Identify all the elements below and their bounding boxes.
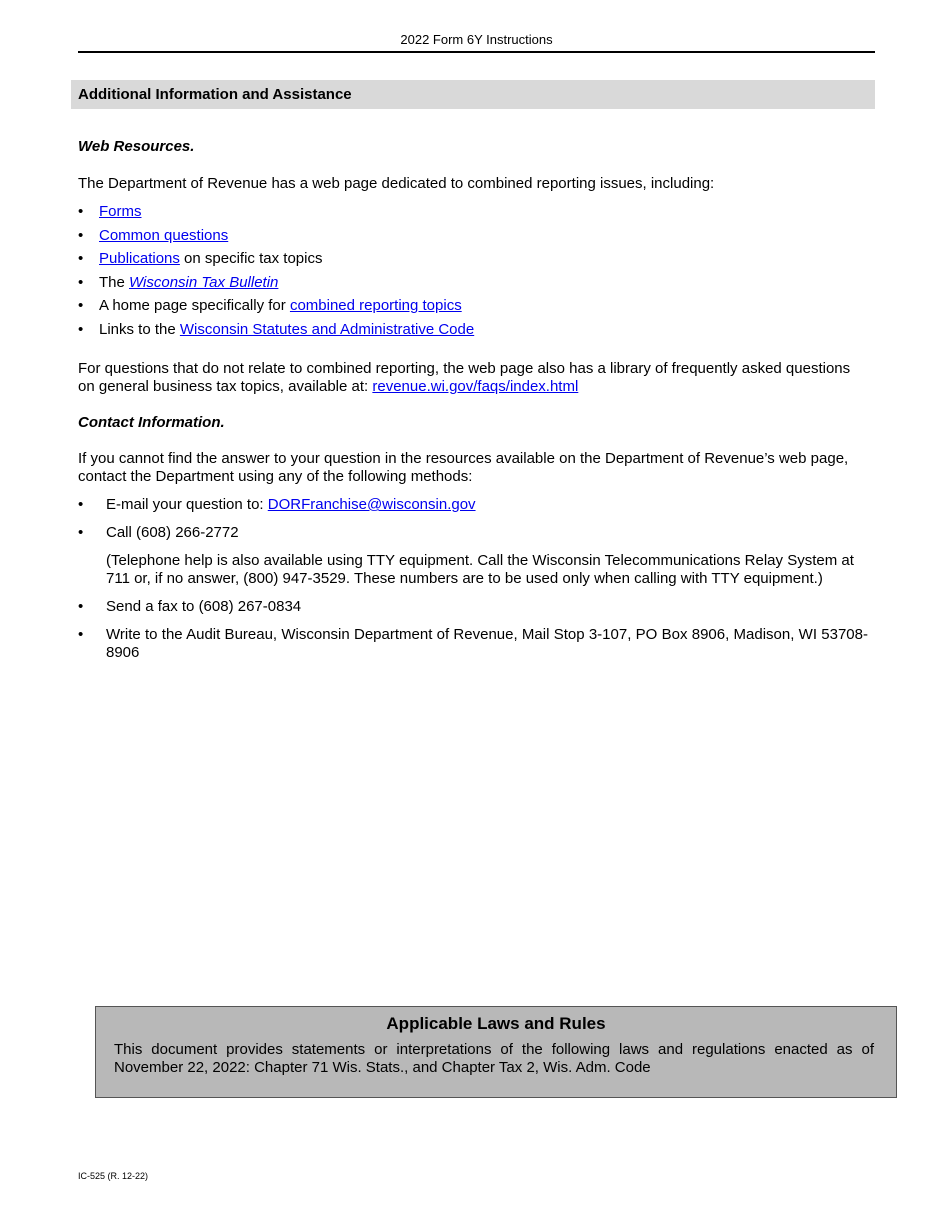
email-prefix: E-mail your question to: <box>106 496 268 513</box>
list-item <box>78 274 868 298</box>
combined-reporting-topics-link[interactable]: combined reporting topics <box>289 297 462 314</box>
statutes-code-link[interactable]: Wisconsin Statutes and Administrative Code <box>179 320 475 338</box>
faq-paragraph <box>78 360 868 396</box>
contact-heading: Contact Information. <box>78 414 225 431</box>
header-rule <box>78 51 875 53</box>
list-item <box>78 321 868 345</box>
contact-fax-item: • Send a fax to (608) 267-0834 <box>78 598 868 616</box>
publications-link[interactable]: Publications <box>99 250 180 267</box>
web-resources-heading: Web Resources. <box>78 138 195 155</box>
tty-note: (Telephone help is also available using TTY equipment. Call the Wisconsin Telecommunications Relay System at 711 or, if no answer, (800) 947-3529. These numbers are to be used only when calling with TTY equipment.) <box>106 552 854 587</box>
footer-form-id: IC-525 (R. 12-22) <box>78 1171 149 1181</box>
section-heading: Additional Information and Assistance <box>71 80 875 109</box>
common-questions-link[interactable]: Common questions <box>99 226 229 244</box>
list-item <box>78 227 868 251</box>
page-header-title: 2022 Form 6Y Instructions <box>400 32 553 47</box>
applicable-laws-box <box>95 1006 897 1098</box>
combined-reporting-prefix: A home page specifically for <box>99 297 290 314</box>
contact-email-item <box>78 496 868 514</box>
wisconsin-tax-bulletin-link[interactable]: Wisconsin Tax Bulletin <box>129 273 279 291</box>
faq-text: For questions that do not relate to combined reporting, the web page also has a library of frequently asked questions on general business tax topics, available at: <box>78 360 851 395</box>
bulletin-prefix: The <box>99 273 130 291</box>
list-item <box>78 250 868 274</box>
web-resources-list <box>78 203 868 344</box>
web-resources-intro: The Department of Revenue has a web page dedicated to combined reporting issues, including: <box>78 175 715 192</box>
list-item <box>78 297 868 321</box>
list-item <box>78 203 868 227</box>
contact-intro: If you cannot find the answer to your question in the resources available on the Department of Revenue’s web page, contact the Department using any of the following methods: <box>78 450 849 485</box>
laws-text: This document provides statements or interpretations of the following laws and regulations enacted as of November 22, 2022: Chapter 71 Wis. Stats., and Chapter Tax 2, Wis. Adm. Code <box>114 1041 874 1076</box>
faq-link[interactable]: revenue.wi.gov/faqs/index.html <box>372 378 579 395</box>
statutes-prefix: Links to the <box>99 320 180 338</box>
publications-suffix: on specific tax topics <box>179 250 323 267</box>
contact-call-item: • Call (608) 266-2772 <box>78 524 868 542</box>
forms-link[interactable]: Forms <box>99 203 142 220</box>
contact-mail-item: • Write to the Audit Bureau, Wisconsin Department of Revenue, Mail Stop 3-107, PO Box 8906, Madison, WI 53708-8906 <box>78 626 868 662</box>
laws-title: Applicable Laws and Rules <box>386 1014 606 1033</box>
email-link[interactable]: DORFranchise@wisconsin.gov <box>267 496 476 513</box>
